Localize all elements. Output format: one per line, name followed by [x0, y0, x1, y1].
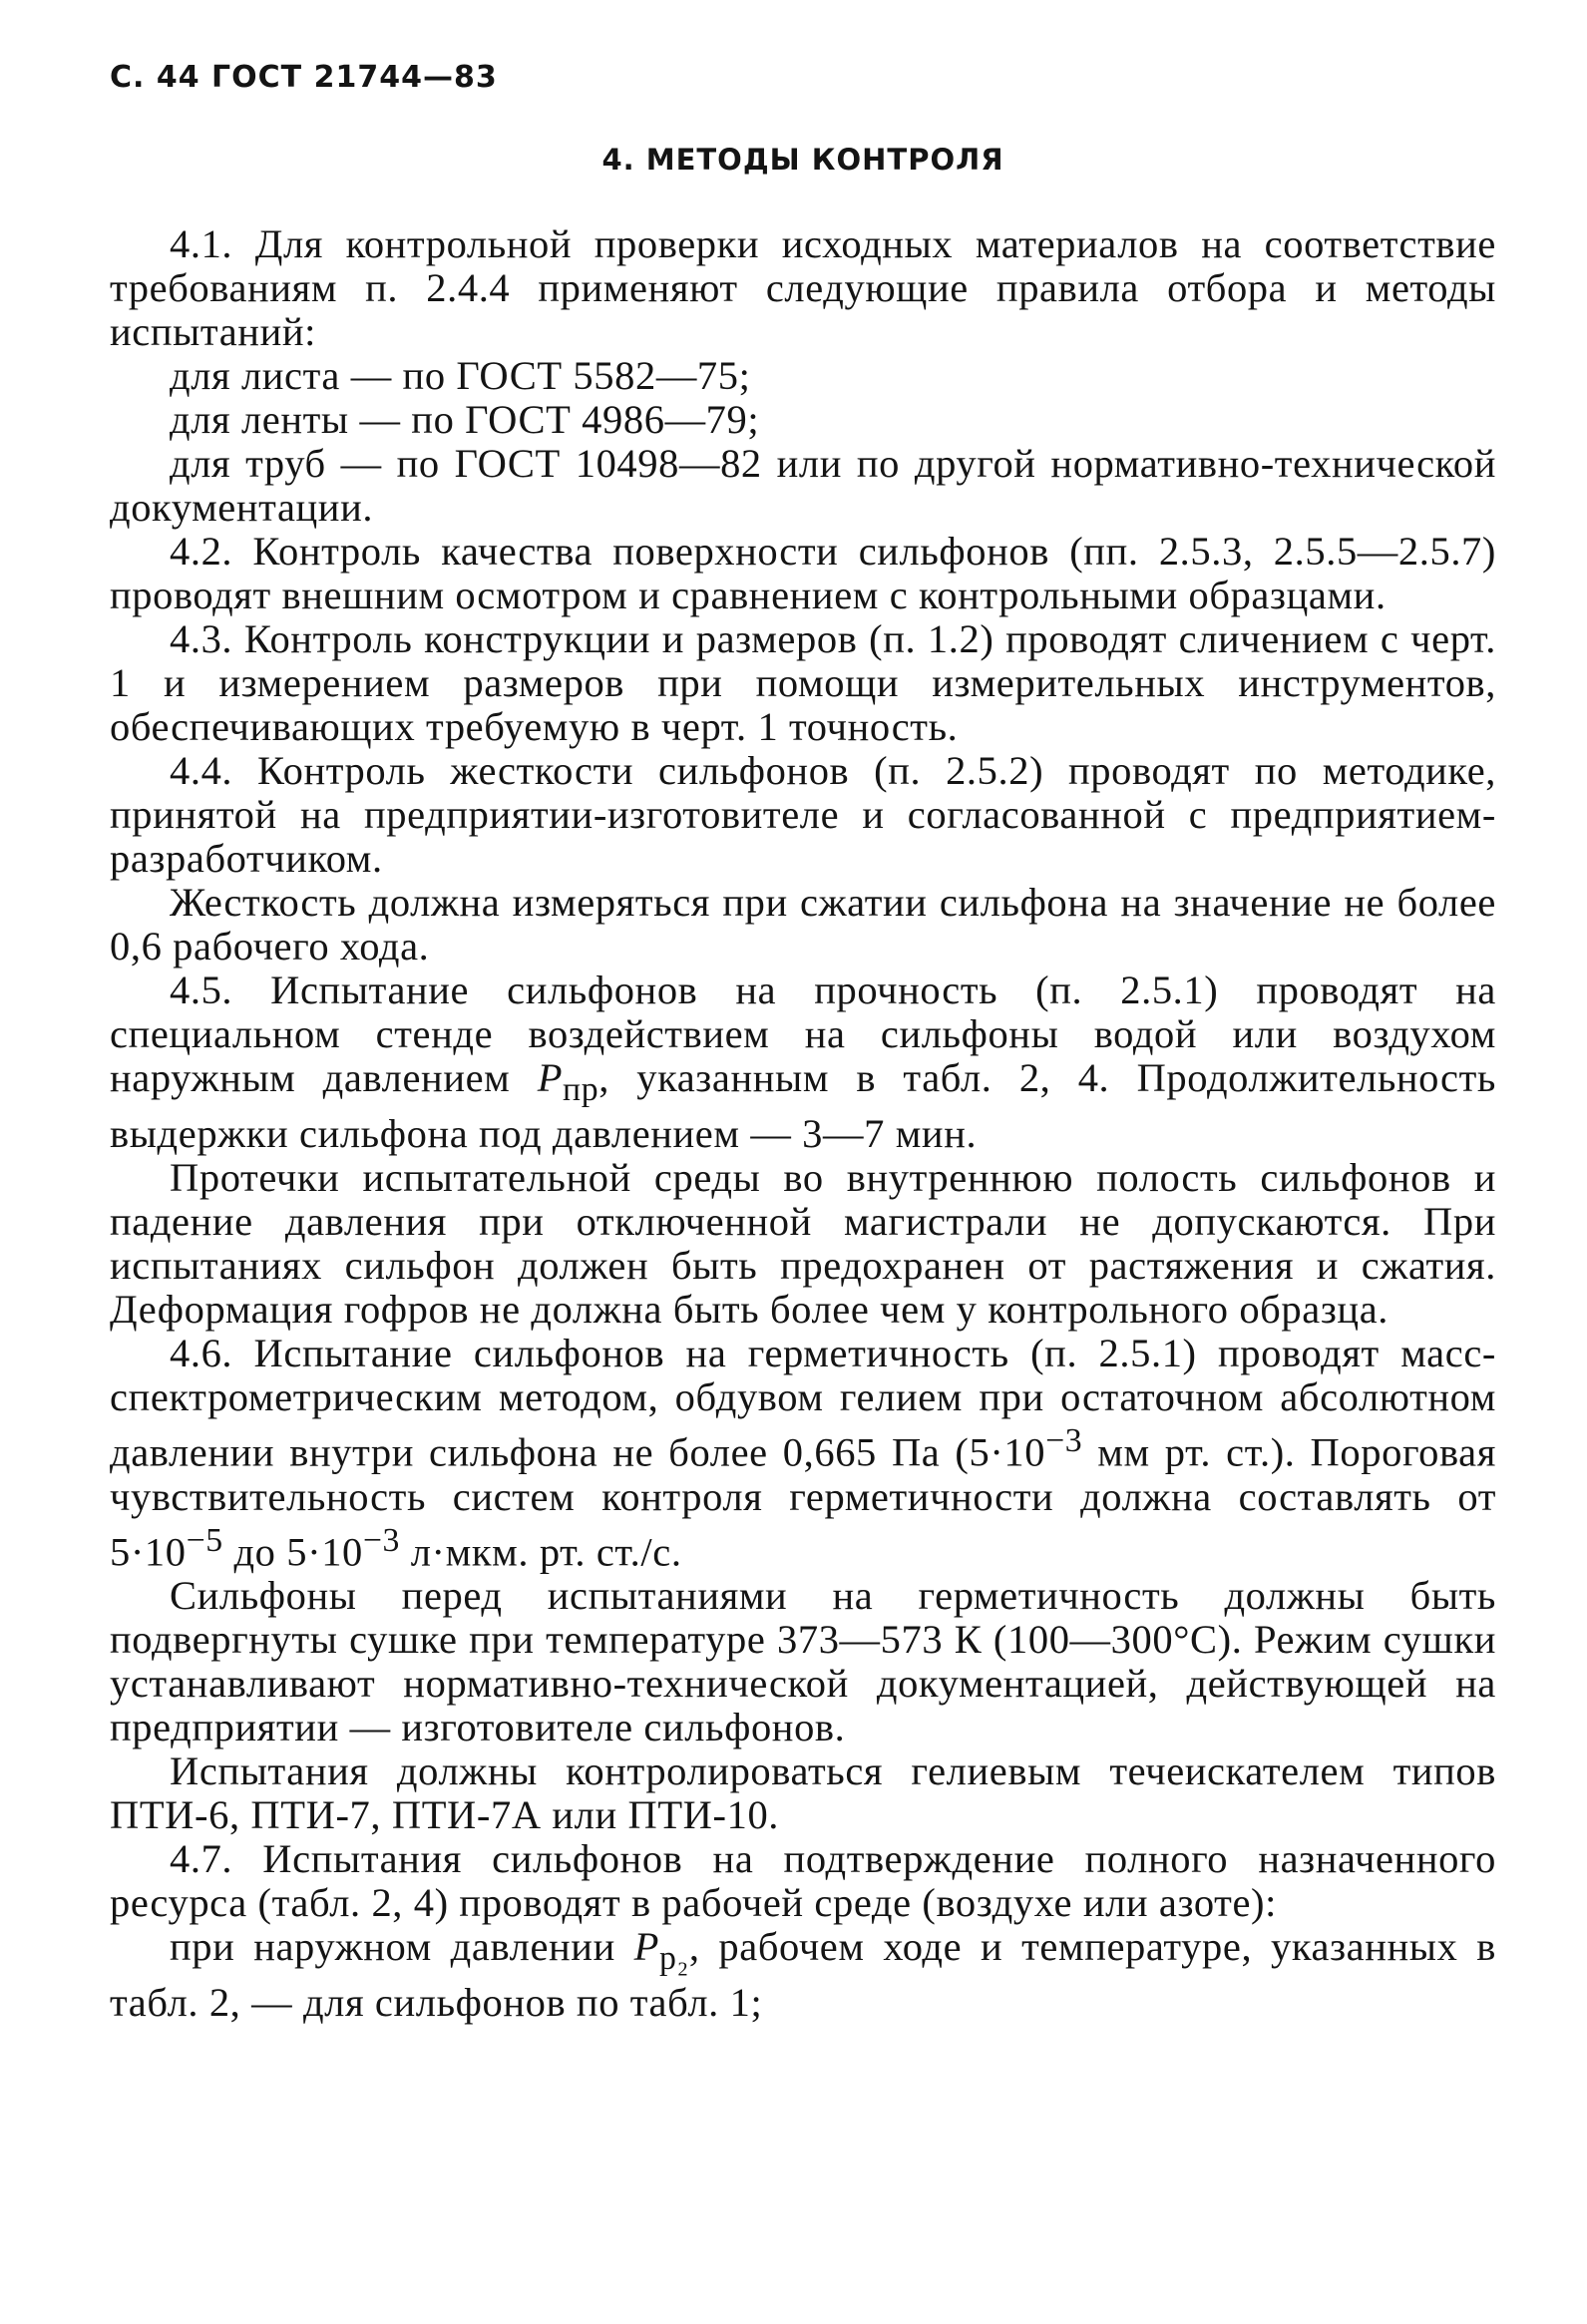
paragraph-4-5 — [110, 968, 1496, 1156]
paragraph-4-6 — [110, 1332, 1496, 1574]
paragraph-4-3: 4.3. Контроль конструкции и размеров (п. 1.2) проводят сличением с черт. 1 и измерением размеров при помощи измерительных инструментов, обеспечивающих требуемую в черт. 1 точность. — [110, 616, 1496, 749]
paragraph-leak-detector: Испытания должны контролироваться гелиевым течеискателем типов ПТИ-6, ПТИ-7, ПТИ-7А или ПТИ-10. — [110, 1748, 1496, 1838]
list-item-pipes: для труб — по ГОСТ 10498—82 или по другой нормативно-технической документации. — [110, 441, 1496, 530]
paragraph-4-6-part-b: мм рт. ст.). Пороговая чувствительность систем контроля герметичности должна составлять от 5·10 — [110, 1429, 1496, 1575]
paragraph-4-6-part-d: л·мкм. рт. ст./с. — [400, 1529, 682, 1575]
paragraph-4-2: 4.2. Контроль качества поверхности сильфонов (пп. 2.5.3, 2.5.5—2.5.7) проводят внешним осмотром и сравнением с контрольными образцами. — [110, 529, 1496, 617]
paragraph-external-pressure — [110, 1925, 1496, 2025]
list-item-sheet: для листа — по ГОСТ 5582—75; — [170, 353, 751, 398]
paragraph-4-1: 4.1. Для контрольной проверки исходных материалов на соответствие требованиям п. 2.4.4 применяют следующие правила отбора и методы испытаний: — [110, 221, 1496, 354]
body-text — [110, 222, 1496, 2025]
paragraph-4-7: 4.7. Испытания сильфонов на подтверждение полного назначенного ресурса (табл. 2, 4) проводят в рабочей среде (воздухе или азоте): — [110, 1836, 1496, 1926]
paragraph-drying: Сильфоны перед испытаниями на герметичность должны быть подвергнуты сушке при температуре 373—573 К (100—300°С). Режим сушки устанавливают нормативно-технической документацией, действующей на предприятии — изготовителе сильфонов. — [110, 1573, 1496, 1750]
running-head: С. 44 ГОСТ 21744—83 — [110, 60, 498, 95]
paragraph-4-4: 4.4. Контроль жесткости сильфонов (п. 2.5.2) проводят по методике, принятой на предприятии-изготовителе и согласованной с предприятием-разработчиком. — [110, 748, 1496, 881]
working-pressure-symbol: P — [633, 1924, 660, 1970]
exponent-1: −3 — [1045, 1422, 1083, 1460]
paragraph-pressure-part-a: при наружном давлении — [170, 1924, 634, 1970]
pressure-subscript: пр — [563, 1071, 599, 1109]
exponent-2: −5 — [186, 1521, 223, 1559]
exponent-3: −3 — [362, 1521, 401, 1559]
paragraph-leaks: Протечки испытательной среды во внутреннюю полость сильфонов и падение давления при отключенной магистрали не допускаются. При испытаниях сильфон должен быть предохранен от растяжения и сжатия. Деформация гофров не должна быть более чем у контрольного образца. — [110, 1155, 1496, 1333]
paragraph-4-6-part-c: до 5·10 — [222, 1529, 363, 1575]
paragraph-stiffness: Жесткость должна измеряться при сжатии сильфона на значение не более 0,6 рабочего хода. — [110, 880, 1496, 968]
paragraph-4-6-part-a: 4.6. Испытание сильфонов на герметичность (п. 2.5.1) проводят масс-спектрометрическим методом, обдувом гелием при остаточном абсолютном давлении внутри сильфона не более 0,665 Па (5·10 — [110, 1331, 1496, 1475]
list-item-tape: для ленты — по ГОСТ 4986—79; — [170, 397, 760, 442]
paragraph-4-5-part-b: , указанным в табл. 2, 4. Продолжительность выдержки сильфона под давлением — 3—7 мин. — [110, 1055, 1496, 1157]
working-pressure-subscript: р₂ — [659, 1940, 689, 1978]
section-title: 4. МЕТОДЫ КОНТРОЛЯ — [601, 143, 1004, 177]
pressure-symbol: P — [537, 1055, 564, 1100]
paragraph-pressure-part-b: , рабочем ходе и температуре, указанных в табл. 2, — для сильфонов по табл. 1; — [110, 1924, 1497, 2026]
paragraph-4-5-part-a: 4.5. Испытание сильфонов на прочность (п. 2.5.1) проводят на специальном стенде воздействием на сильфоны водой или воздухом наружным давлением — [110, 968, 1496, 1100]
document-page — [110, 60, 1496, 2025]
